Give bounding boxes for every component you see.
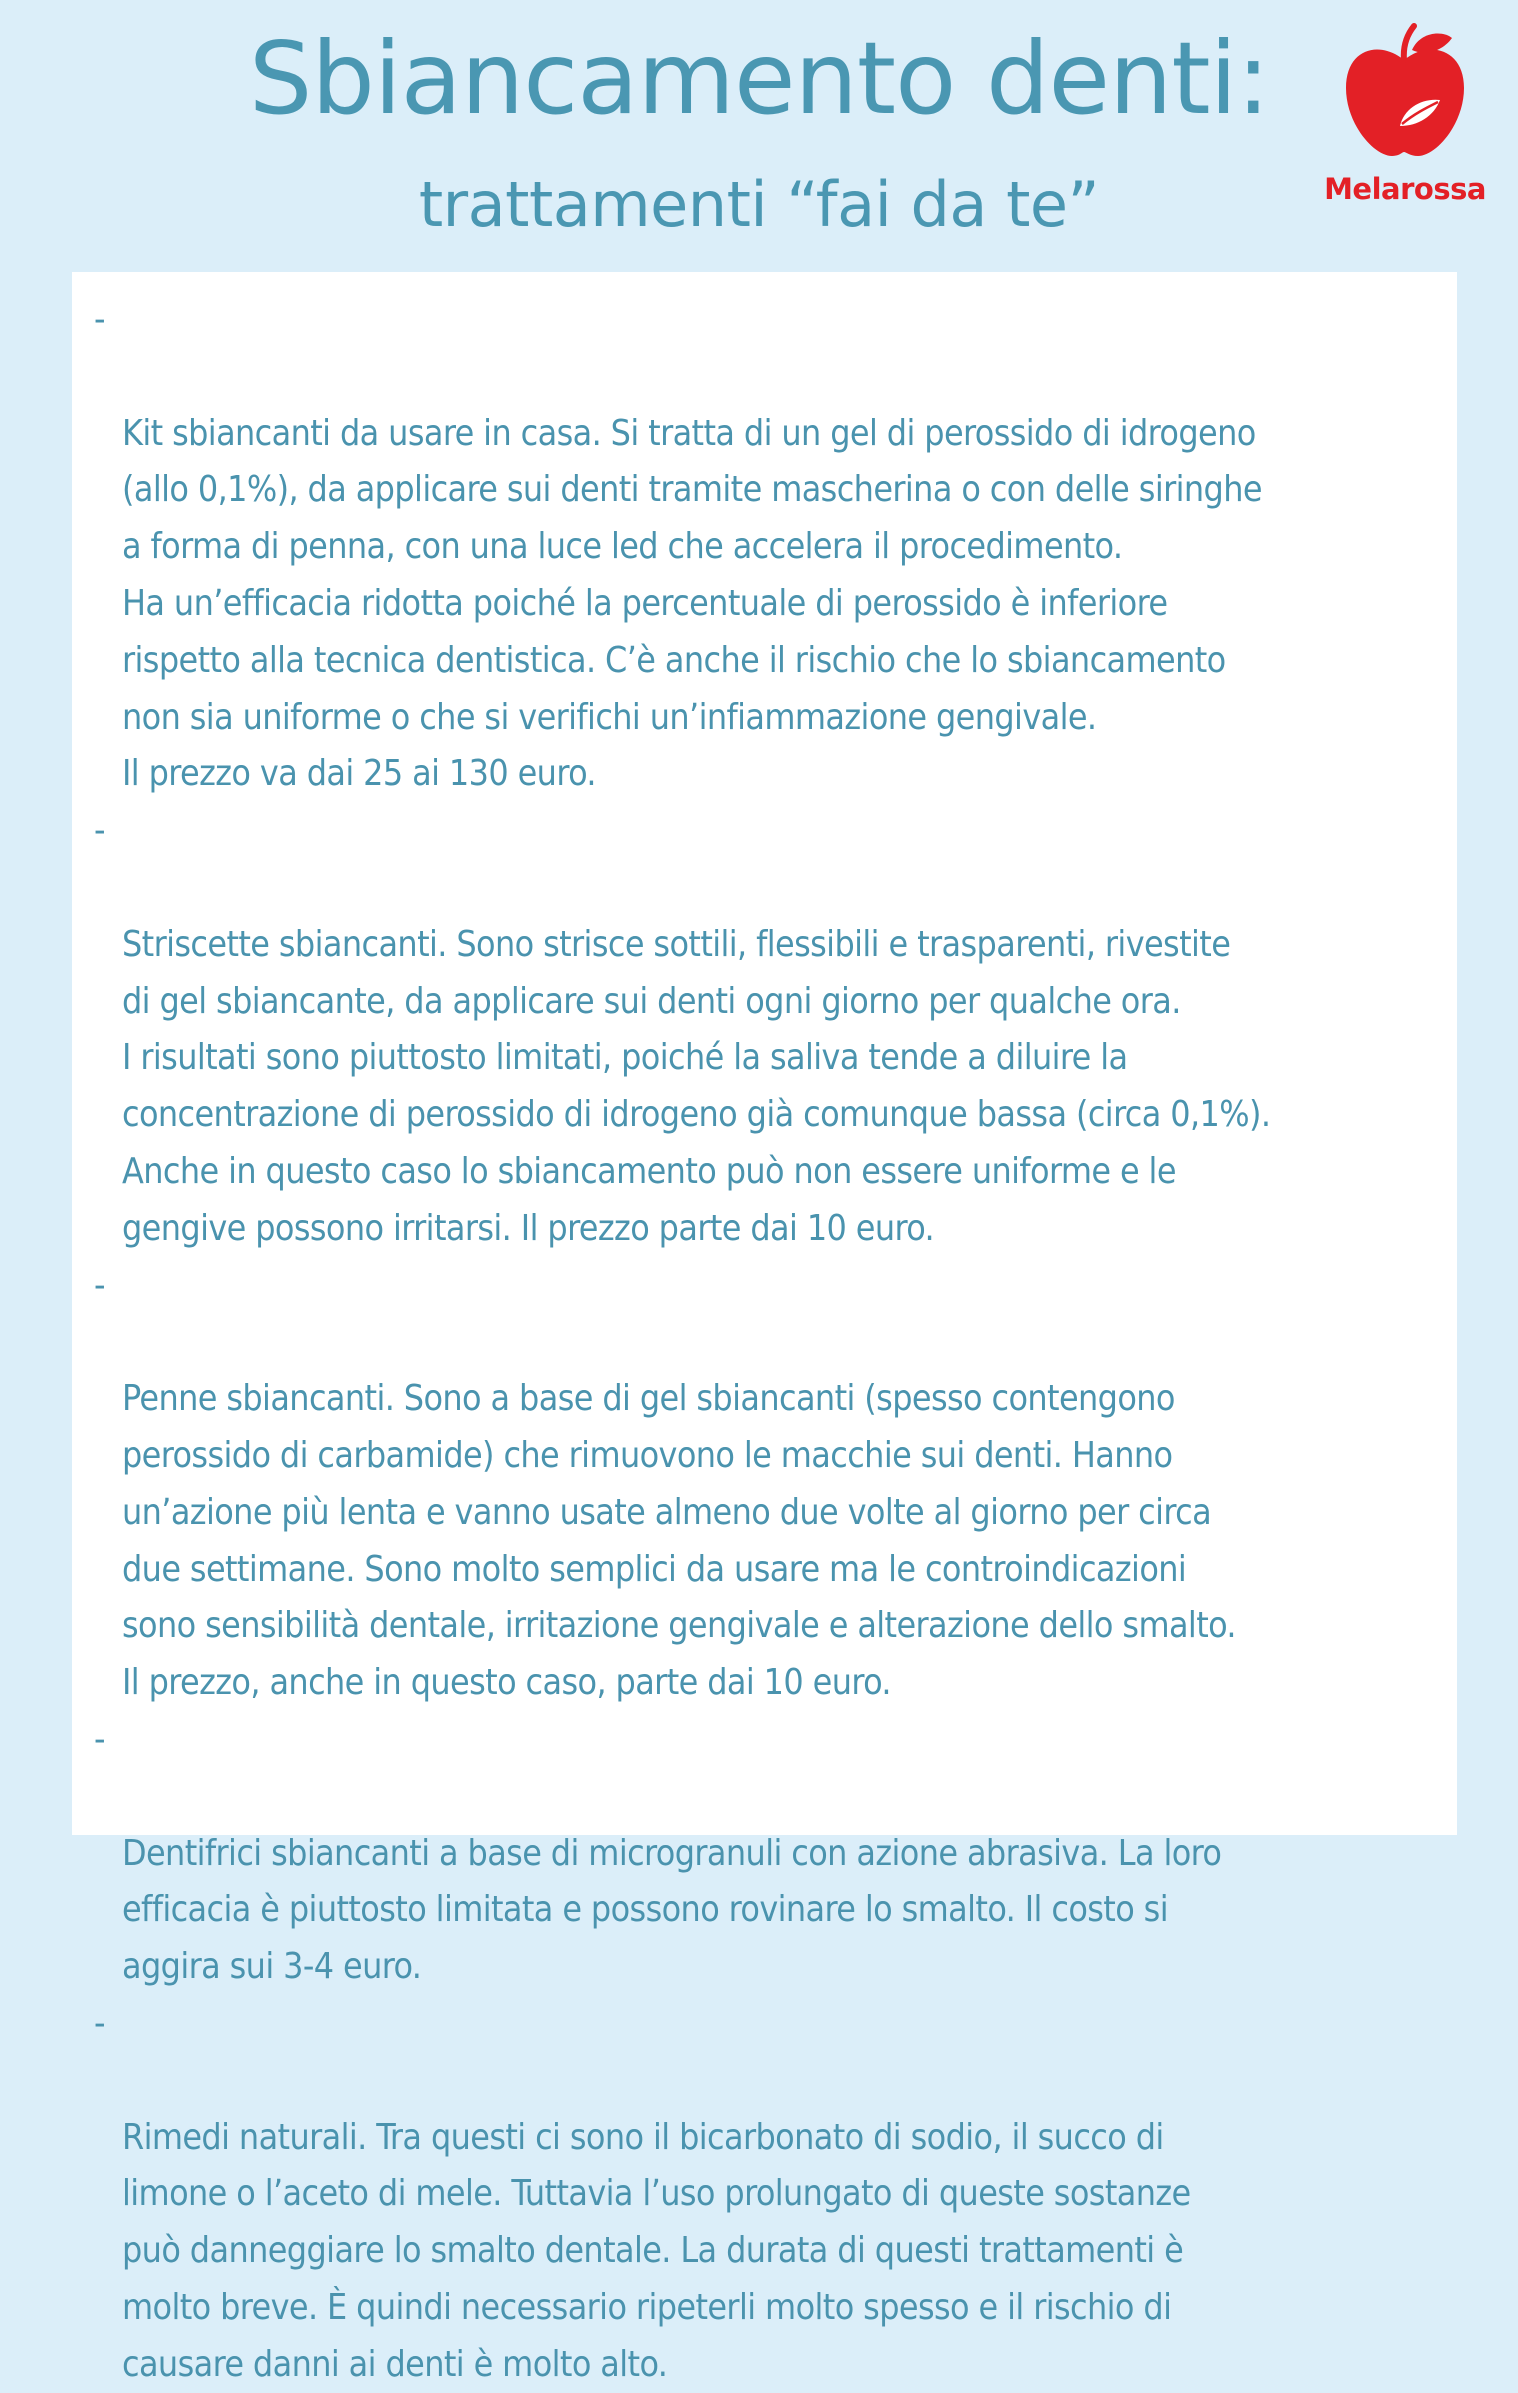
list-item-text: Penne sbiancanti. Sono a base di gel sbiancanti (spesso contengono perossido di carbamide) che rimuovono le macchie sui denti. Hanno un’azione più lenta e vanno usate almeno due volte al giorno per circa due settimane. Sono molto semplici da usare ma le controindicazioni sono sensibilità dentale, irritazione gengivale e alterazione dello smalto. Il prezzo, anche in questo caso, parte dai 10 euro. <box>122 1378 1236 1704</box>
melarossa-logo <box>1310 22 1500 212</box>
content-panel <box>72 272 1457 2385</box>
list-dash: - <box>94 2002 105 2044</box>
page-title: Sbiancamento denti: <box>248 20 1270 137</box>
list-item <box>94 1996 1449 2393</box>
list-dash: - <box>94 1264 105 1306</box>
list-item-text: Kit sbiancanti da usare in casa. Si tratta di un gel di perossido di idrogeno (allo 0,1%), da applicare sui denti tramite mascherina o con delle siringhe a forma di penna, con una luce led che accelera il procedimento. Ha un’efficacia ridotta poiché la percentuale di perossido è inferiore rispetto alla tecnica dentistica. C’è anche il rischio che lo sbiancamento non sia uniforme o che si verifichi un’infiammazione gengivale. Il prezzo va dai 25 ai 130 euro. <box>122 412 1262 795</box>
list-dash: - <box>94 810 105 852</box>
list-item <box>94 1258 1449 1712</box>
logo-text: Melarossa <box>1324 172 1486 206</box>
treatment-list <box>94 292 1449 2393</box>
list-item <box>94 1712 1449 1996</box>
list-item-text: Striscette sbiancanti. Sono strisce sottili, flessibili e trasparenti, rivestite di gel sbiancante, da applicare sui denti ogni giorno per qualche ora. I risultati sono piuttosto limitati, poiché la saliva tende a diluire la concentrazione di perossido di idrogeno già comunque bassa (circa 0,1%). Anche in questo caso lo sbiancamento può non essere uniforme e le gengive possono irritarsi. Il prezzo parte dai 10 euro. <box>122 923 1271 1249</box>
list-dash: - <box>94 1718 105 1760</box>
list-item-text: Dentifrici sbiancanti a base di microgranuli con azione abrasiva. La loro efficacia è piuttosto limitata e possono rovinare lo smalto. Il costo si aggira sui 3-4 euro. <box>122 1832 1222 1988</box>
apple-icon <box>1340 22 1470 162</box>
list-item <box>94 803 1449 1257</box>
page-subtitle: trattamenti “fai da te” <box>418 168 1100 241</box>
list-item-text: Rimedi naturali. Tra questi ci sono il bicarbonato di sodio, il succo di limone o l’aceto di mele. Tuttavia l’uso prolungato di queste sostanze può danneggiare lo smalto dentale. La durata di questi trattamenti è molto breve. È quindi necessario ripeterli molto spesso e il rischio di causare danni ai denti è molto alto. <box>122 2116 1191 2385</box>
header <box>0 0 1518 265</box>
list-dash: - <box>94 299 105 340</box>
list-item <box>94 292 1449 803</box>
